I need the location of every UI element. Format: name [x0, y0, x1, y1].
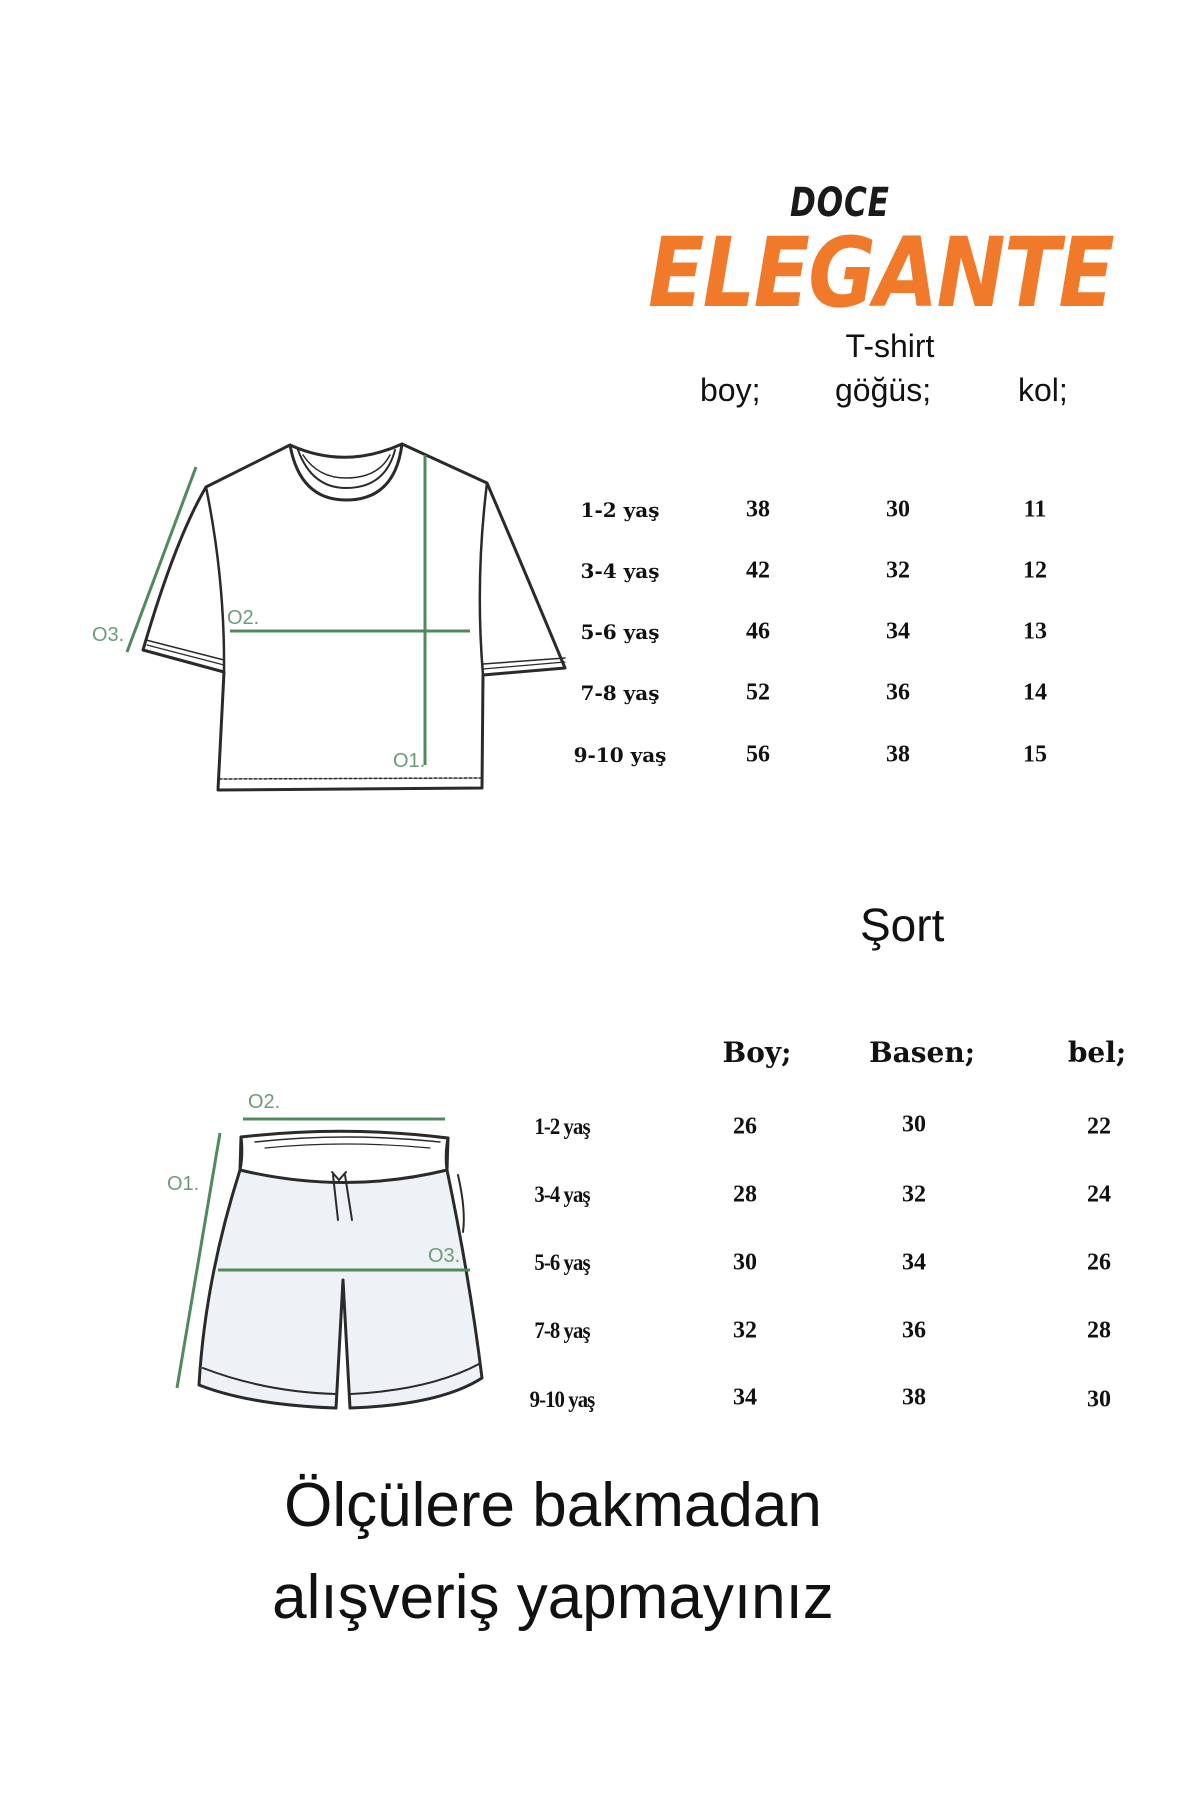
- tshirt-o2-label: O2.: [227, 607, 260, 629]
- footer-warning-line-2: alışveriş yapmayınız: [272, 1563, 834, 1632]
- basen-value: 30: [902, 1111, 926, 1138]
- bel-value: 26: [1087, 1249, 1111, 1276]
- boy-value: 42: [746, 557, 770, 584]
- shorts-col-boy: Boy;: [722, 1036, 792, 1069]
- size-label: 3-4 yaş: [580, 559, 660, 583]
- tshirt-diagram: [0, 0, 600, 820]
- tshirt-o3-label: O3.: [92, 624, 125, 646]
- boy-value: 34: [733, 1384, 757, 1411]
- boy-value: 38: [746, 496, 770, 523]
- bel-value: 22: [1087, 1113, 1111, 1140]
- shorts-section-title: Şort: [860, 899, 945, 951]
- basen-value: 38: [902, 1384, 926, 1411]
- size-label: 9-10 yaş: [573, 743, 667, 767]
- brand-logo-main: ELEGANTE: [648, 217, 1114, 329]
- size-label: 5-6 yaş: [534, 1250, 590, 1275]
- size-label: 3-4 yaş: [534, 1182, 590, 1207]
- gogus-value: 38: [886, 741, 910, 768]
- bel-value: 30: [1087, 1386, 1111, 1413]
- tshirt-col-gogus: göğüs;: [835, 372, 932, 408]
- shorts-o1-label: O1.: [167, 1173, 200, 1195]
- size-label: 9-10 yaş: [529, 1387, 595, 1412]
- kol-value: 15: [1023, 741, 1047, 768]
- boy-value: 56: [746, 741, 770, 768]
- boy-value: 30: [733, 1249, 757, 1276]
- shorts-o3-label: O3.: [428, 1245, 461, 1267]
- tshirt-outline-icon: [143, 444, 565, 790]
- shorts-diagram: [0, 1050, 520, 1430]
- boy-value: 46: [746, 618, 770, 645]
- kol-value: 11: [1023, 496, 1047, 523]
- gogus-value: 34: [886, 618, 910, 645]
- shorts-col-basen: Basen;: [868, 1036, 976, 1069]
- tshirt-section-title: T-shirt: [845, 328, 935, 364]
- boy-value: 32: [733, 1317, 757, 1344]
- boy-value: 26: [733, 1113, 757, 1140]
- size-label: 7-8 yaş: [580, 681, 660, 705]
- shorts-o2-label: O2.: [248, 1091, 281, 1113]
- basen-value: 36: [902, 1317, 926, 1344]
- kol-value: 13: [1023, 618, 1047, 645]
- gogus-value: 32: [886, 557, 910, 584]
- kol-value: 12: [1023, 557, 1047, 584]
- shorts-col-bel: bel;: [1067, 1036, 1127, 1069]
- boy-value: 28: [733, 1181, 757, 1208]
- basen-value: 32: [902, 1181, 926, 1208]
- size-label: 1-2 yaş: [580, 498, 660, 522]
- boy-value: 52: [746, 679, 770, 706]
- basen-value: 34: [902, 1249, 926, 1276]
- kol-value: 14: [1023, 679, 1047, 706]
- size-label: 1-2 yaş: [534, 1114, 590, 1139]
- tshirt-col-boy: boy;: [700, 372, 761, 408]
- bel-value: 28: [1087, 1317, 1111, 1344]
- tshirt-o1-label: O1.: [393, 750, 426, 772]
- brand-logo-top: DOCE: [790, 180, 890, 226]
- tshirt-col-kol: kol;: [1018, 372, 1068, 408]
- bel-value: 24: [1087, 1181, 1111, 1208]
- gogus-value: 30: [886, 496, 910, 523]
- size-label: 7-8 yaş: [534, 1318, 590, 1343]
- gogus-value: 36: [886, 679, 910, 706]
- footer-warning-line-1: Ölçülere bakmadan: [284, 1471, 822, 1540]
- size-label: 5-6 yaş: [580, 620, 660, 644]
